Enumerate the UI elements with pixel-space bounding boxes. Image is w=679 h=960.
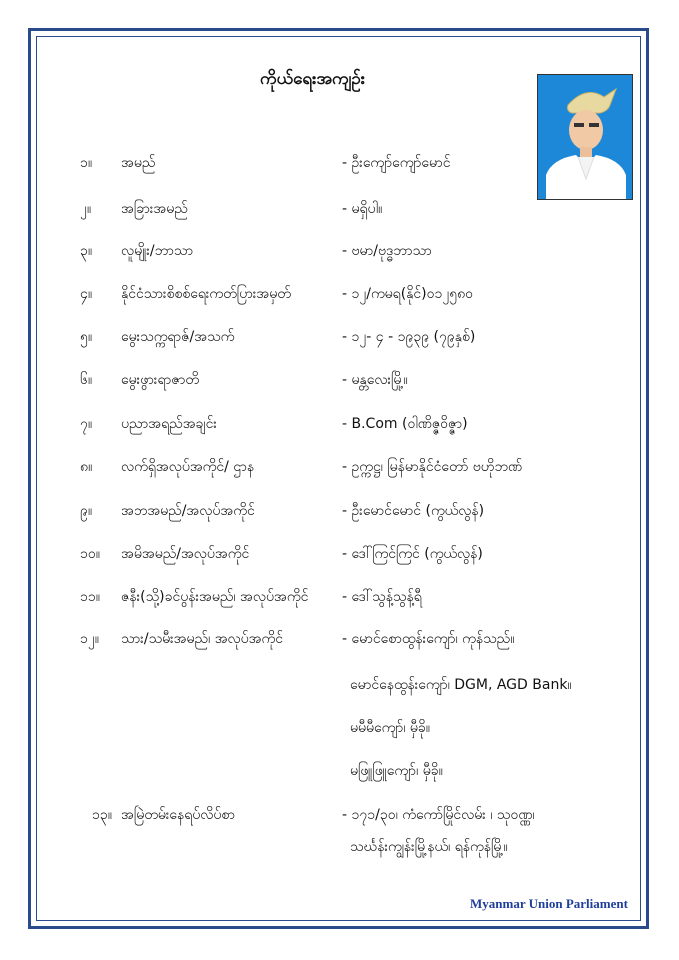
footer-parliament-label: Myanmar Union Parliament	[470, 896, 628, 911]
row-3-number: ၃။	[80, 243, 93, 259]
row-10-value: - ဒေါ်ကြင်ကြင် (ကွယ်လွန်)	[342, 546, 483, 562]
portrait-photo	[537, 74, 633, 200]
row-1-label: အမည်	[121, 155, 156, 171]
row-3-label: လူမျိုး/ဘာသာ	[121, 243, 194, 259]
row-7-number: ၇။	[80, 416, 93, 432]
row-5-value: - ၁၂- ၄ - ၁၉၃၉ (၇၉နှစ်)	[342, 329, 476, 345]
page-title: ကိုယ်ရေးအကျဉ်း	[260, 69, 366, 89]
row-9-number: ၉။	[80, 503, 93, 519]
row-10-number: ၁၀။	[80, 546, 100, 562]
portrait-image	[538, 75, 633, 200]
row-2-number: ၂။	[80, 201, 92, 217]
row-7-value: - B.Com (ဝါဏိဇ္ဇဝိဇ္ဇာ)	[342, 416, 468, 432]
row-7-label: ပညာအရည်အချင်း	[121, 416, 217, 432]
row-12-value: - မောင်စောထွန်းကျော်၊ ကုန်သည်။	[342, 631, 515, 647]
row-8-label: လက်ရှိအလုပ်အကိုင်/ ဌာန	[121, 459, 255, 475]
row-4-number: ၄။	[80, 286, 93, 302]
row-1-number: ၁။	[80, 155, 93, 171]
address-line-1: - ၁၇၁/၃၀၊ ကံကော်မြိုင်လမ်း ၊ သုဝဏ္ဏ၊	[342, 807, 535, 823]
row-8-value: - ဥက္ကဋ္ဌ၊ မြန်မာနိုင်ငံတော် ဗဟိုဘဏ်	[342, 459, 523, 475]
row-3-value: - ဗမာ/ဗုဒ္ဓဘာသာ	[342, 243, 432, 259]
row-9-value: - ဦးမောင်မောင် (ကွယ်လွန်)	[342, 503, 485, 519]
row-2-value: - မရှိပါ။	[342, 201, 383, 217]
child-3: မမီမီကျော်၊ မှီခို။	[350, 720, 431, 736]
address-line-2: သင်္ဃန်းကျွန်းမြို့နယ်၊ ရန်ကုန်မြို့။	[350, 839, 508, 855]
child-2: မောင်နေထွန်းကျော်၊ DGM, AGD Bank။	[350, 677, 572, 693]
row-13-label: အမြဲတမ်းနေရပ်လိပ်စာ	[121, 807, 235, 823]
row-5-number: ၅။	[80, 329, 93, 345]
row-1-value: - ဦးကျော်ကျော်မောင်	[342, 155, 451, 171]
child-4: မဖြူဖြူကျော်၊ မှီခို။	[350, 763, 443, 779]
row-2-label: အခြားအမည်	[121, 201, 188, 217]
row-12-number: ၁၂။	[80, 631, 99, 647]
row-11-number: ၁၁။	[80, 589, 100, 605]
row-8-number: ၈။	[80, 459, 93, 475]
row-6-number: ၆။	[80, 372, 93, 388]
row-9-label: အဘအမည်/အလုပ်အကိုင်	[121, 503, 255, 519]
row-6-value: - မန္တလေးမြို့။	[342, 372, 408, 388]
row-11-label: ဇနီး(သို့)ခင်ပွန်းအမည်၊ အလုပ်အကိုင်	[121, 589, 309, 605]
row-5-label: မွေးသက္ကရာဇ်/အသက်	[121, 329, 235, 345]
row-12-label: သား/သမီးအမည်၊ အလုပ်အကိုင်	[121, 631, 283, 647]
row-4-value: - ၁၂/ကမရ(နိုင်)၀၁၂၅၈၀	[342, 286, 474, 302]
row-4-label: နိုင်ငံသားစိစစ်ရေးကတ်ပြားအမှတ်	[121, 286, 291, 302]
row-13-number: ၁၃။	[92, 807, 112, 823]
row-6-label: မွေးဖွားရာဇာတိ	[121, 372, 199, 388]
row-11-value: - ဒေါ်သွန့်သွန့်ရီ	[342, 589, 422, 605]
row-10-label: အမိအမည်/အလုပ်အကိုင်	[121, 546, 250, 562]
